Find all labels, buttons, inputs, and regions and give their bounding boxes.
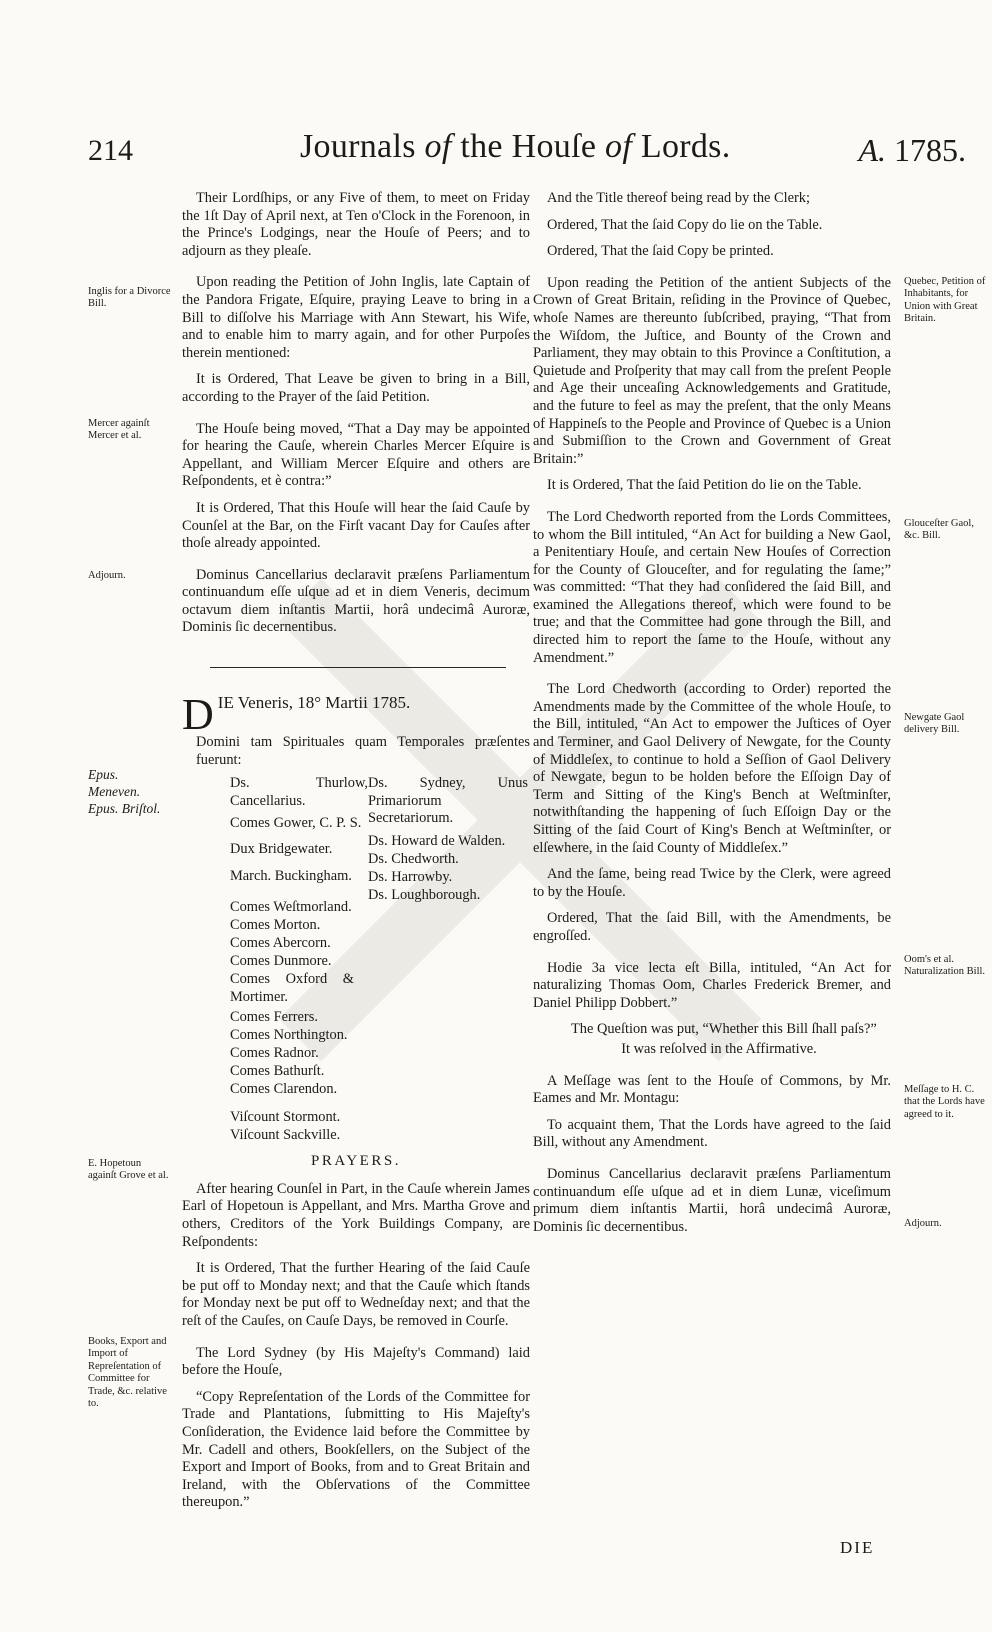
paragraph: Their Lordſhips, or any Five of them, to meet on Friday the 1ſt Day of April next, at Ten o'Clock in the Forenoon, in the Prince's Lodgings, near the Houſe of Peers; and to adjourn as they pleaſe. <box>182 190 530 259</box>
margin-note-oom: Oom's et al. Naturalization Bill. <box>904 954 986 978</box>
left-column <box>182 190 530 1521</box>
paragraph: Ordered, That the ſaid Bill, with the Amendments, be engroſſed. <box>533 910 891 944</box>
paragraph: To acquaint them, That the Lords have agreed to the ſaid Bill, without any Amendment. <box>533 1116 891 1151</box>
drop-cap: D <box>182 690 214 740</box>
paragraph: It is Ordered, That the further Hearing of the ſaid Cauſe be put off to Monday next; and that the Cauſe which ſtands for Monday next be put off to Wedneſday next; and that the reſt of the Cauſes, on Cauſe Days, be removed in Courſe. <box>182 1260 530 1329</box>
paragraph: Hodie 3a vice lecta eſt Billa, intituled, “An Act for naturalizing Thomas Oom, Charles Frederick Bremer, and Daniel Philipp Dobbert.” <box>533 959 891 1011</box>
paragraph: Upon reading the Petition of the antient Subjects of the Crown of Great Britain, reſiding in the Province of Quebec, whoſe Names are thereunto ſubſcribed, praying, “That from the Wiſdom, the Juſtice, and Bounty of the Crown and Parliament, they may obtain to this Province a Conſtitution, a Quietude and Proſperity that may call from the preſent People and Age their unceaſing Acknowledgements and Gratitude, and the future to feel as may the preſent, that the only Means of Happineſs to the People and Province of Quebec is a Union and Submiſſion to the Crown and Government of Great Britain:” <box>533 274 891 467</box>
year-prefix: A. <box>858 132 886 168</box>
prayers-heading: PRAYERS. <box>311 1153 401 1170</box>
margin-note-adjourn: Adjourn. <box>88 570 126 581</box>
margin-note-books: Books, Export and Import of Repreſentation of Committee for Trade, &c. relative to. <box>88 1336 167 1410</box>
section-divider <box>210 667 506 668</box>
lord-name: Comes Northington. <box>230 1027 348 1044</box>
paragraph: And the Title thereof being read by the Clerk; <box>547 190 810 206</box>
lord-name: Comes Oxford & Mortimer. <box>230 971 354 1005</box>
lord-name: Ds. Loughborough. <box>368 887 481 904</box>
lord-name: Viſcount Stormont. <box>230 1109 341 1126</box>
paragraph: It is Ordered, That Leave be given to bring in a Bill, according to the Prayer of the ſaid Petition. <box>182 371 530 405</box>
lord-name: Ds. Harrowby. <box>368 869 453 886</box>
paragraph: Ordered, That the ſaid Copy do lie on the Table. <box>547 216 823 233</box>
lord-name: Comes Gower, C. P. S. <box>230 815 362 832</box>
lords-present-list <box>182 775 530 1144</box>
paragraph: After hearing Counſel in Part, in the Cauſe wherein James Earl of Hopetoun is Appellant, and Mrs. Martha Grove and others, Creditors of the York Buildings Company, are Reſpondents: <box>182 1180 530 1250</box>
margin-note-adjourn-right: Adjourn. <box>904 1218 942 1229</box>
paragraph: The Lord Sydney (by His Majeſty's Command) laid before the Houſe, <box>182 1344 530 1379</box>
year-heading <box>858 132 966 169</box>
lord-name: Comes Ferrers. <box>230 1009 318 1026</box>
margin-note-message: Meſſage to H. C. that the Lords have agreed to it. <box>904 1084 985 1120</box>
paragraph: It was reſolved in the Affirmative. <box>621 1040 817 1057</box>
title-word: Lords. <box>632 128 731 165</box>
title-word: Journals <box>300 128 425 165</box>
lord-name: Ds. Sydney, Unus Primariorum Secretariorum. <box>368 775 528 827</box>
paragraph: The Lord Chedworth (according to Order) reported the Amendments made by the Committee of the whole Houſe, to the Bill, intituled, “An Act to empower the Juſtices of Oyer and Terminer, and Gaol Delivery of Newgate, for the County of Middleſex, to continue to hold a Seſſion of Gaol Delivery of Newgate, begun to be holden before the Eſſoign Day of Term and Sitting of the King's Bench at Weſtminſter, notwithſtanding the happening of ſuch Eſſoign Day or the Sitting of the ſaid Court of King's Bench at Weſtminſter, or elſewhere, in the ſaid County of Middleſex.” <box>533 681 891 856</box>
paragraph: Dominus Cancellarius declaravit præſens Parliamentum continuandum eſſe uſque ad et in diem Lunæ, viceſimum primum diem inſtantis Martii, horâ undecimâ Auroræ, Dominis ſic decernentibus. <box>533 1165 891 1235</box>
paragraph: It is Ordered, That the ſaid Petition do lie on the Table. <box>547 477 862 494</box>
paragraph: Ordered, That the ſaid Copy be printed. <box>547 243 774 260</box>
lord-name: Comes Radnor. <box>230 1045 319 1062</box>
day-heading <box>182 690 530 740</box>
lord-name: March. Buckingham. <box>230 868 352 885</box>
margin-note-mercer: Mercer againſt Mercer et al. <box>88 418 150 442</box>
lord-name: Comes Bathurſt. <box>230 1063 325 1080</box>
right-column <box>533 190 891 1245</box>
margin-note-quebec: Quebec, Petition of Inhabitants, for Union with Great Britain. <box>904 276 986 325</box>
lord-name: Ds. Chedworth. <box>368 851 459 868</box>
page-number: 214 <box>88 134 133 167</box>
lord-name: Comes Abercorn. <box>230 935 331 952</box>
lord-name: Comes Clarendon. <box>230 1081 338 1098</box>
paragraph: And the ſame, being read Twice by the Clerk, were agreed to by the Houſe. <box>533 866 891 900</box>
paragraph: The Houſe being moved, “That a Day may be appointed for hearing the Cauſe, wherein Charles Mercer Eſquire is Appellant, and William Mercer Eſquire and others are Reſpondents, et è contra:” <box>182 420 530 490</box>
paragraph: Upon reading the Petition of John Inglis, late Captain of the Pandora Frigate, Eſquire, praying Leave to bring in a Bill to diſſolve his Marriage with Ann Stewart, his Wife, and to enable him to marry again, and for other Purpoſes therein mentioned: <box>182 274 530 361</box>
lord-name: Dux Bridgewater. <box>230 841 333 858</box>
lord-name: Ds. Howard de Walden. <box>368 833 506 850</box>
title-word: of <box>605 128 633 165</box>
lord-name: Ds. Thurlow, Cancellarius. <box>230 775 368 809</box>
lord-name: Viſcount Sackville. <box>230 1127 341 1144</box>
paragraph: The Queſtion was put, “Whether this Bill ſhall paſs?” <box>571 1021 877 1038</box>
title-word <box>596 128 605 165</box>
title-word: Houſe <box>511 128 597 165</box>
margin-note-inglis: Inglis for a Divorce Bill. <box>88 286 171 310</box>
title-word: of <box>424 128 452 165</box>
lord-name: Comes Morton. <box>230 917 321 934</box>
paragraph: A Meſſage was ſent to the Houſe of Commons, by Mr. Eames and Mr. Montagu: <box>533 1072 891 1107</box>
margin-note-newgate: Newgate Gaol delivery Bill. <box>904 712 965 736</box>
title-word: the <box>451 128 512 165</box>
lord-name: Comes Dunmore. <box>230 953 332 970</box>
lord-name: Comes Weſtmorland. <box>230 899 352 916</box>
margin-note-epus: Epus. Meneven. Epus. Briſtol. <box>88 767 161 816</box>
paragraph: “Copy Repreſentation of the Lords of the Committee for Trade and Plantations, ſubmitting to His Majeſty's Conſideration, the Evidence laid before the Committee by Mr. Cadell and others, Bookſellers, on the Subject of the Export and Import of Books, from and to Great Britain and Ireland, with the Obſervations of the Committee thereupon.” <box>182 1388 530 1511</box>
paragraph: It is Ordered, That this Houſe will hear the ſaid Cauſe by Counſel at the Bar, on the Firſt vacant Day for Cauſes after thoſe already appointed. <box>182 499 530 552</box>
year-value: 1785. <box>886 132 966 168</box>
paragraph: The Lord Chedworth reported from the Lords Committees, to whom the Bill intituled, “An Act for building a New Gaol, a Penitentiary Houſe, and certain New Houſes of Correction for the County of Glouceſter, and for regulating the ſame;” was committed: “That they had conſidered the ſaid Bill, and examined the Allegations thereof, which were found to be true; and that the Committee had gone through the Bill, and directed him to report the ſame to the Houſe, without any Amendment.” <box>533 508 891 666</box>
margin-note-hopetoun: E. Hopetoun againſt Grove et al. <box>88 1158 169 1182</box>
domini-line: Domini tam Spirituales quam Temporales præſentes fuerunt: <box>196 734 530 768</box>
paragraph: Dominus Cancellarius declaravit præſens Parliamentum continuandum eſſe uſque ad et in diem Veneris, decimum octavum diem inſtantis Martii, horâ undecimâ Auroræ, Dominis ſic decernentibus. <box>182 566 530 636</box>
margin-note-gloucester: Glouceſter Gaol, &c. Bill. <box>904 518 974 542</box>
catchword: DIE <box>840 1538 875 1557</box>
running-title <box>300 128 731 166</box>
day-heading-text: IE Veneris, 18° Martii 1785. <box>217 693 411 713</box>
